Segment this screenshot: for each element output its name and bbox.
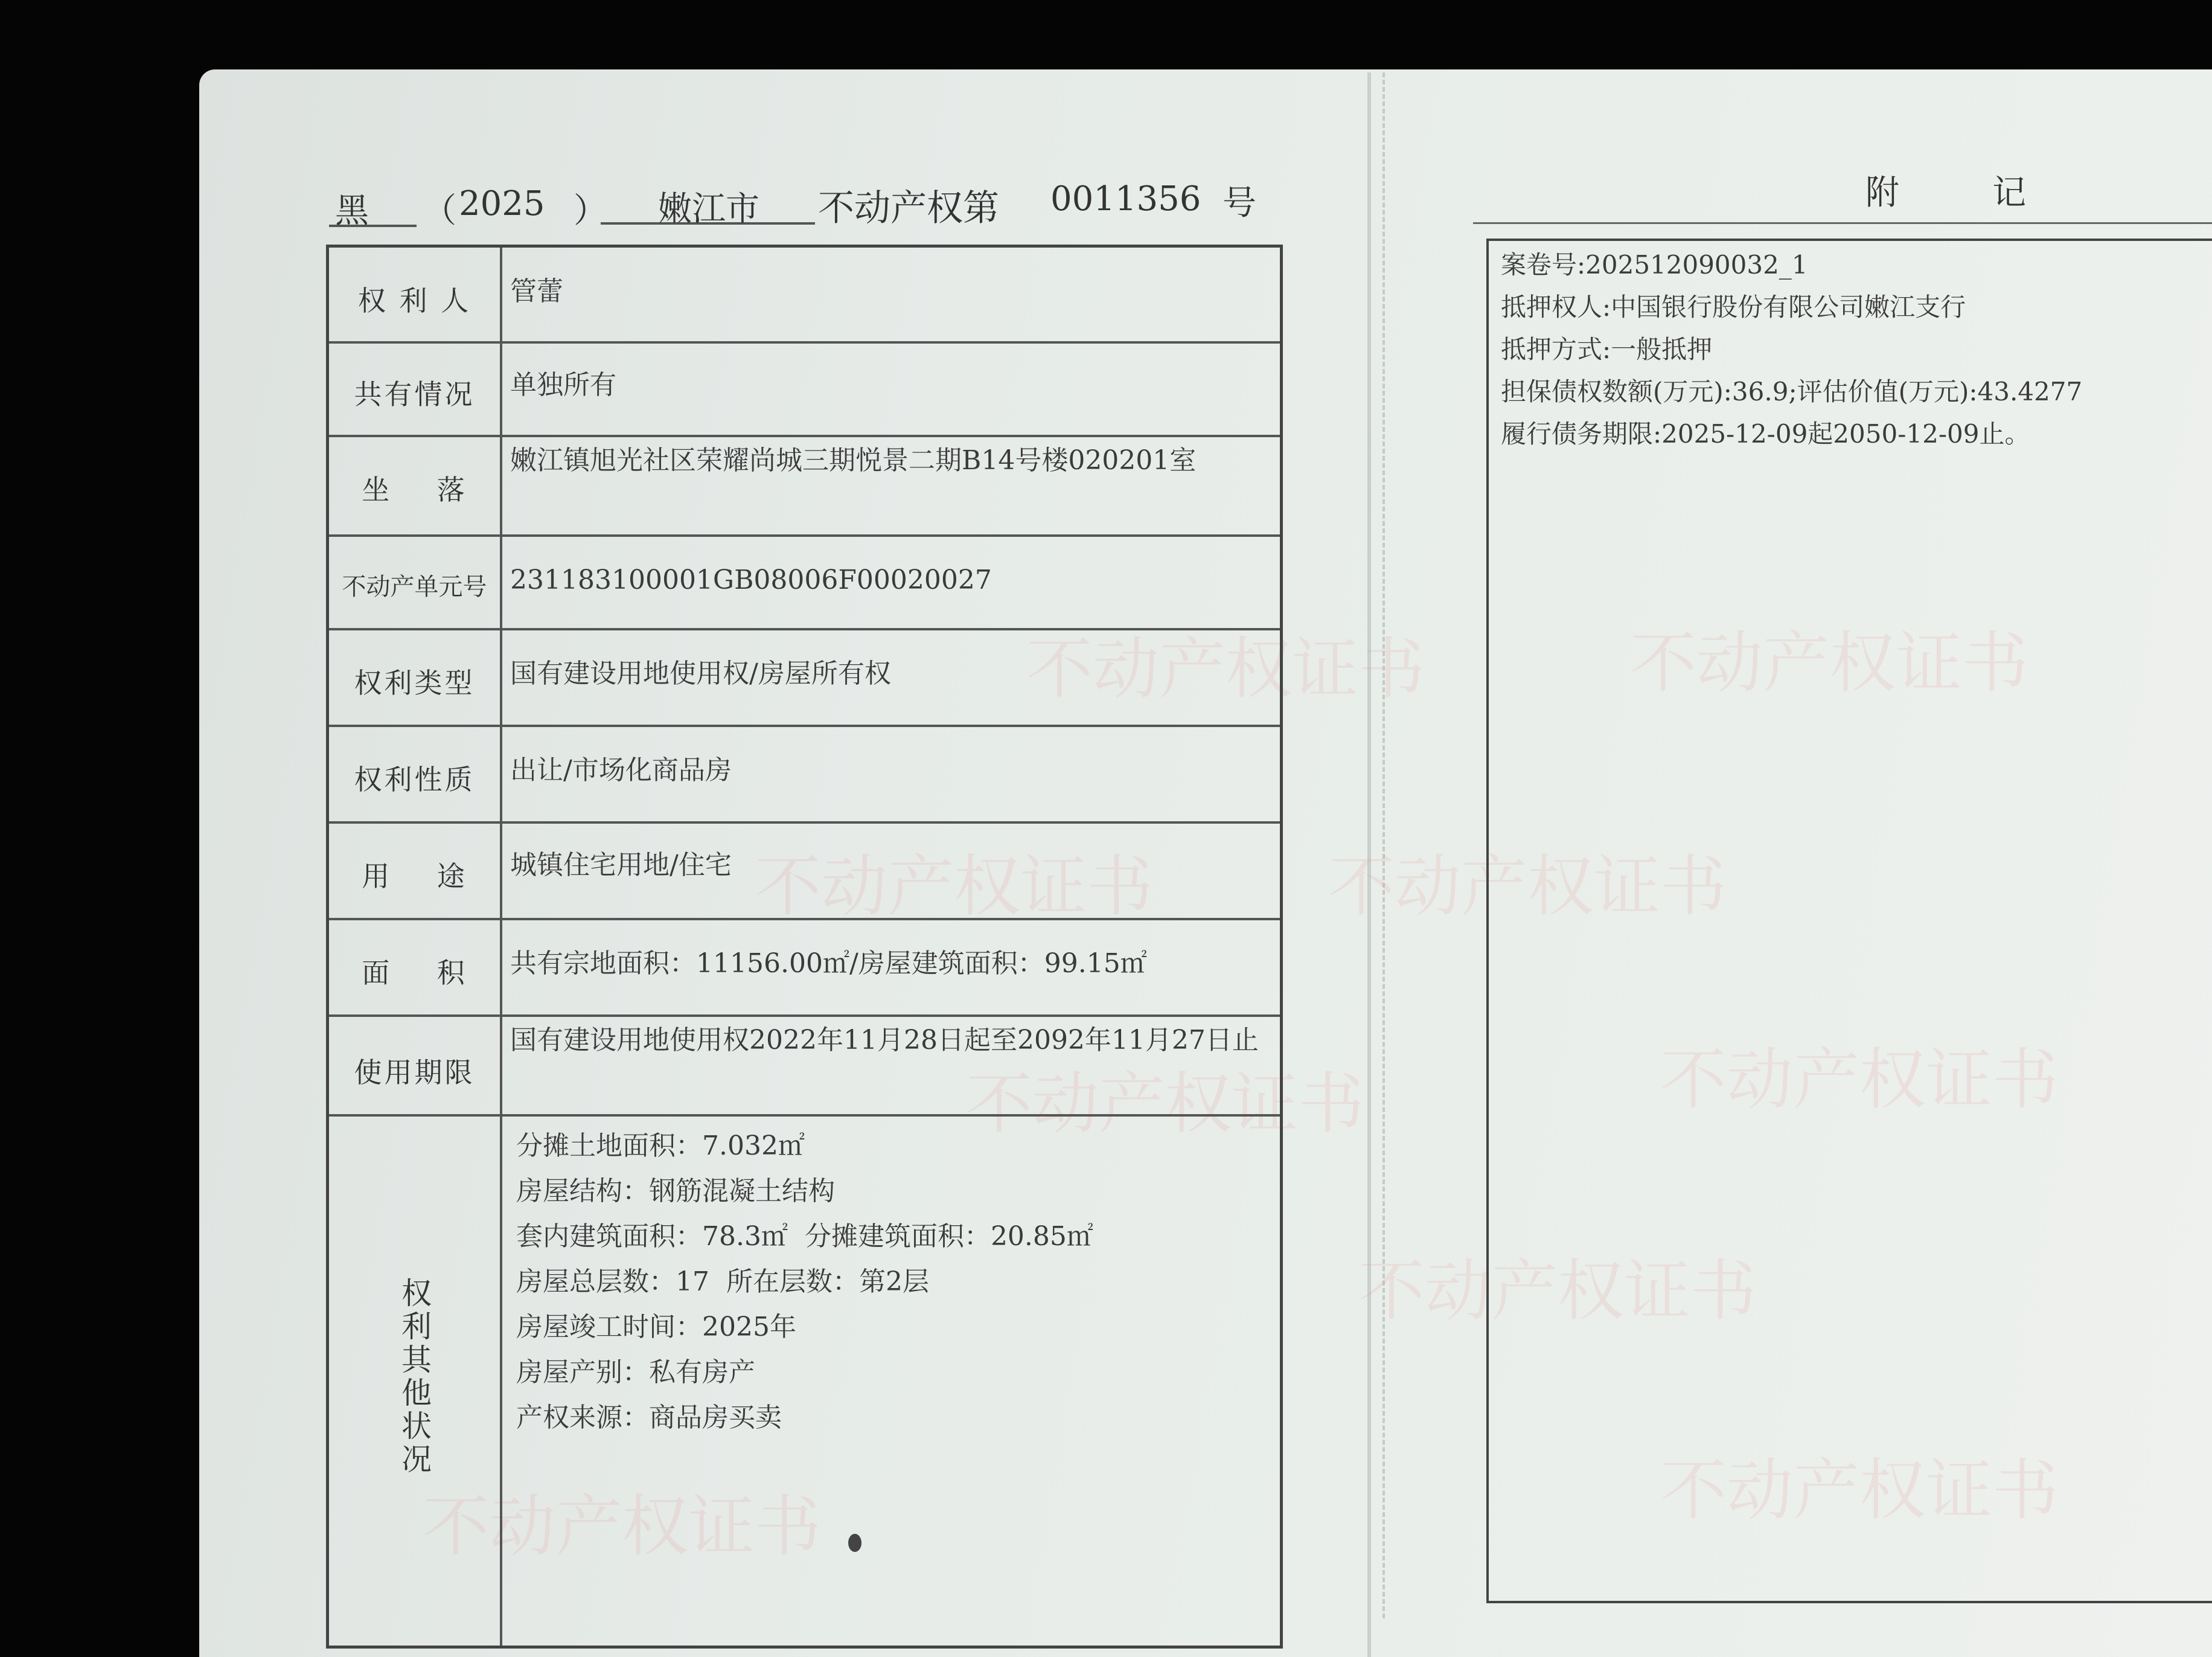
watermark-text: 不动产权证书 (1358, 1252, 1757, 1330)
table-row (329, 534, 1280, 630)
header-province: 黑 (335, 191, 369, 231)
header-year: 2025 (459, 184, 545, 223)
other-line: 房屋产别：私有房产 (516, 1357, 755, 1388)
other-line: 房屋结构：钢筋混凝土结构 (516, 1176, 835, 1207)
row-value: 单独所有 (510, 370, 616, 400)
appendix-line: 案卷号:202512090032_1 (1501, 250, 1808, 280)
other-line: 产权来源：商品房买卖 (516, 1402, 782, 1433)
watermark-text: 不动产权证书 (755, 848, 1153, 925)
watermark-text: 不动产权证书 (1630, 624, 2028, 702)
appendix-line: 担保债权数额(万元):36.9;评估价值(万元):43.4277 (1501, 377, 2083, 406)
table-row (329, 341, 1280, 437)
table-row (329, 918, 1280, 1017)
watermark-text: 不动产权证书 (1660, 1452, 2059, 1529)
table-row (329, 435, 1280, 537)
watermark-text: 不动产权证书 (1660, 1041, 2059, 1118)
appendix-line: 抵押权人:中国银行股份有限公司嫩江支行 (1501, 292, 1966, 322)
other-line: 房屋竣工时间：2025年 (516, 1312, 796, 1342)
table-row (329, 821, 1280, 920)
row-value: 231183100001GB08006F00020027 (510, 565, 992, 595)
other-status-section (329, 1114, 1280, 1646)
row-label: 共有情况 (354, 378, 475, 411)
appendix-line: 履行债务期限:2025-12-09起2050-12-09止。 (1501, 419, 2030, 449)
table-row (329, 1014, 1280, 1117)
watermark-text: 不动产权证书 (966, 1065, 1364, 1143)
table-row (329, 725, 1280, 824)
other-line: 房屋总层数：17 所在层数：第2层 (516, 1266, 929, 1297)
row-label: 用 途 (362, 860, 467, 893)
appendix-content (1489, 244, 2082, 455)
appendix-line: 抵押方式:一般抵押 (1501, 335, 1713, 364)
paper-speck (848, 1534, 861, 1552)
table-row (329, 248, 1280, 344)
appendix-title-a: 附 (1865, 173, 1899, 213)
other-line: 分摊土地面积：7.032㎡ (516, 1130, 805, 1161)
appendix-box (1486, 239, 2212, 1603)
row-value: 出让/市场化商品房 (510, 755, 732, 786)
row-value: 国有建设用地使用权2022年11月28日起至2092年11月27日止 (510, 1025, 1259, 1056)
watermark-text: 不动产权证书 (1026, 630, 1425, 708)
table-row (329, 628, 1280, 727)
row-label: 使用期限 (354, 1056, 475, 1089)
property-table (326, 245, 1283, 1649)
row-value: 国有建设用地使用权/房屋所有权 (510, 658, 891, 689)
row-value: 共有宗地面积：11156.00㎡/房屋建筑面积：99.15㎡ (510, 948, 1147, 979)
row-value: 城镇住宅用地/住宅 (510, 850, 732, 880)
row-label: 权利性质 (354, 763, 475, 796)
row-label: 坐 落 (362, 473, 467, 506)
header-paren-close: ） (574, 191, 607, 231)
row-value: 管蕾 (510, 276, 563, 307)
header-paren-open: （ (423, 191, 456, 231)
row-value: 嫩江镇旭光社区荣耀尚城三期悦景二期B14号楼020201室 (510, 445, 1197, 476)
appendix-title-b: 记 (1992, 173, 2026, 213)
other-status-label: 权利其他状况 (401, 1276, 432, 1477)
other-line: 套内建筑面积：78.3㎡ 分摊建筑面积：20.85㎡ (516, 1221, 1093, 1252)
header-suffix: 号 (1223, 184, 1256, 223)
watermark-text: 不动产权证书 (1328, 848, 1727, 925)
row-label: 权 利 人 (357, 284, 471, 317)
row-label: 不动产单元号 (342, 573, 487, 601)
header-cert-number: 0011356 (1050, 179, 1201, 219)
header-city: 嫩江市 (658, 190, 759, 229)
header-cert-type: 不动产权第 (818, 187, 999, 229)
watermark-text: 不动产权证书 (423, 1488, 821, 1565)
row-label: 权利类型 (354, 667, 475, 699)
row-label: 面 积 (362, 957, 467, 989)
